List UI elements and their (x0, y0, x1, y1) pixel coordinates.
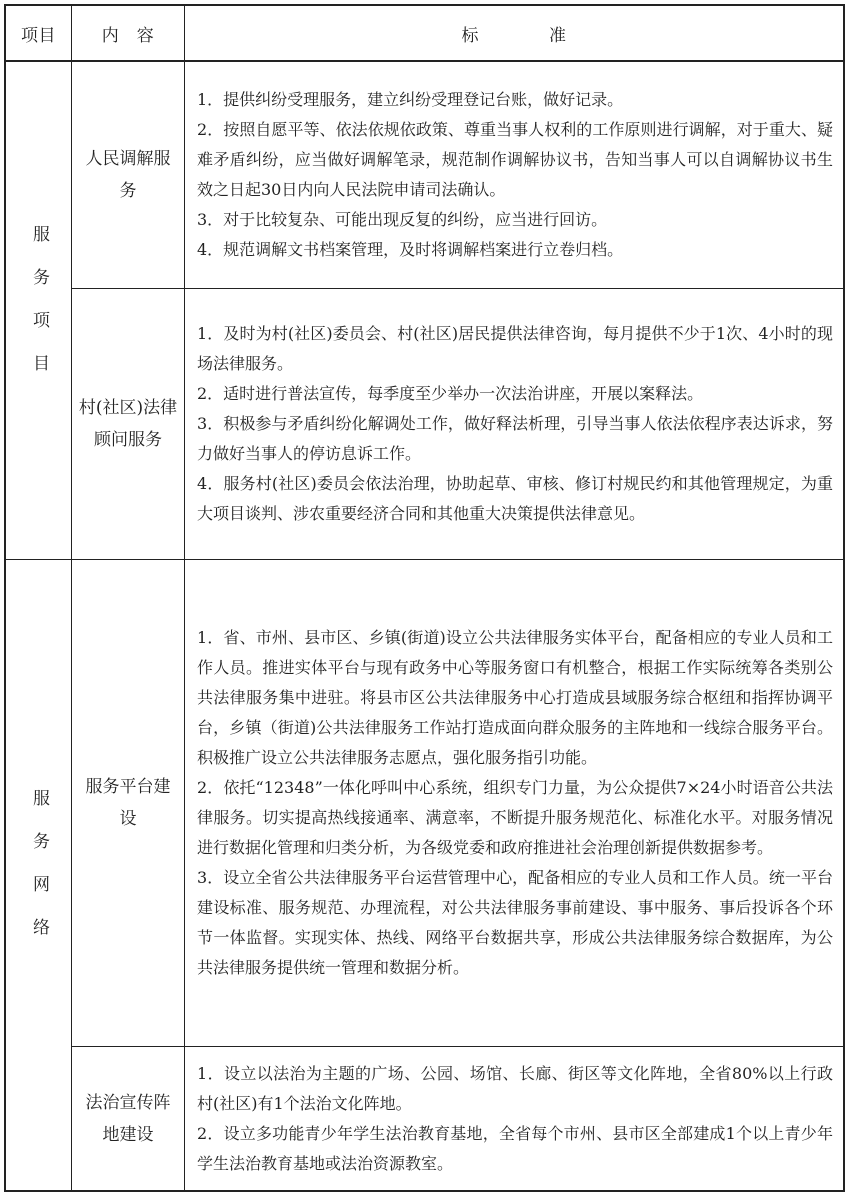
item-label: 服务平台建设 (85, 777, 171, 829)
category-service-network (6, 560, 71, 1190)
standard-cell (185, 289, 843, 559)
item-label: 村(社区)法律顾问服务 (78, 398, 178, 450)
standard-item: 1．省、市州、县市区、乡镇(街道)设立公共法律服务实体平台，配备相应的专业人员和工作人员。推进实体平台与现有政务中心等服务窗口有机整合，根据工作实际统筹各类别公共法律服务集中进驻。将县市区公共法律服务中心打造成县域服务综合枢纽和指挥协调平台，乡镇（街道)公共法律服务工作站打造成面向群众服务的主阵地和一线综合服务平台。积极推广设立公共法律服务志愿点，强化服务指引功能。 (197, 628, 833, 767)
standard-item: 4．服务村(社区)委员会依法治理，协助起草、审核、修订村规民约和其他管理规定，为重大项目谈判、涉农重要经济合同和其他重大决策提供法律意见。 (197, 474, 833, 523)
item-label: 法治宣传阵地建设 (85, 1092, 171, 1145)
standard-item: 3．积极参与矛盾纠纷化解调处工作，做好释法析理，引导当事人依法依程序表达诉求，努力做好当事人的停访息诉工作。 (197, 414, 833, 463)
header-project: 项目 (21, 25, 56, 46)
category-service-items (6, 62, 71, 559)
standard-item: 2．适时进行普法宣传，每季度至少举办一次法治讲座，开展以案释法。 (197, 384, 704, 403)
standard-item: 1．提供纠纷受理服务，建立纠纷受理登记台账，做好记录。 (197, 90, 624, 109)
standard-item: 2．按照自愿平等、依法依规依政策、尊重当事人权利的工作原则进行调解，对于重大、疑难矛盾纠纷，应当做好调解笔录，规范制作调解协议书，告知当事人可以自调解协议书生效之日起30日内向人民法院申请司法确认。 (197, 120, 833, 199)
standard-cell (185, 560, 843, 1046)
standard-item: 4．规范调解文书档案管理，及时将调解档案进行立卷归档。 (197, 240, 624, 259)
standard-item: 1．设立以法治为主题的广场、公园、场馆、长廊、街区等文化阵地，全省80%以上行政村(社区)有1个法治文化阵地。 (197, 1063, 833, 1113)
item-cell (72, 1047, 184, 1190)
standard-item: 1．及时为村(社区)委员会、村(社区)居民提供法律咨询，每月提供不少于1次、4小时的现场法律服务。 (197, 324, 833, 373)
category-label: 服务网络 (29, 789, 49, 961)
item-label: 人民调解服务 (85, 149, 171, 201)
standard-cell (185, 1047, 843, 1190)
header-content: 内 容 (101, 25, 155, 46)
standard-cell (185, 62, 843, 288)
standard-item: 2．依托“12348”一体化呼叫中心系统，组织专门力量，为公众提供7×24小时语音公共法律服务。切实提高热线接通率、满意率，不断提升服务规范化、标准化水平。对服务情况进行数据化管理和归类分析，为各级党委和政府推进社会治理创新提供数据参考。 (197, 778, 833, 857)
standard-item: 3．设立全省公共法律服务平台运营管理中心，配备相应的专业人员和工作人员。统一平台建设标准、服务规范、办理流程，对公共法律服务事前建设、事中服务、事后投诉各个环节一体监督。实现实体、热线、网络平台数据共享，形成公共法律服务综合数据库，为公共法律服务提供统一管理和数据分析。 (197, 868, 833, 977)
standards-table (4, 4, 845, 1192)
header-standard: 标 准 (461, 25, 567, 46)
item-cell (72, 560, 184, 1046)
item-cell (72, 289, 184, 559)
item-cell (72, 62, 184, 288)
standard-item: 3．对于比较复杂、可能出现反复的纠纷，应当进行回访。 (197, 210, 608, 229)
standard-item: 2．设立多功能青少年学生法治教育基地，全省每个市州、县市区全部建成1个以上青少年学生法治教育基地或法治资源教室。 (197, 1123, 833, 1173)
category-label: 服务项目 (29, 224, 49, 397)
